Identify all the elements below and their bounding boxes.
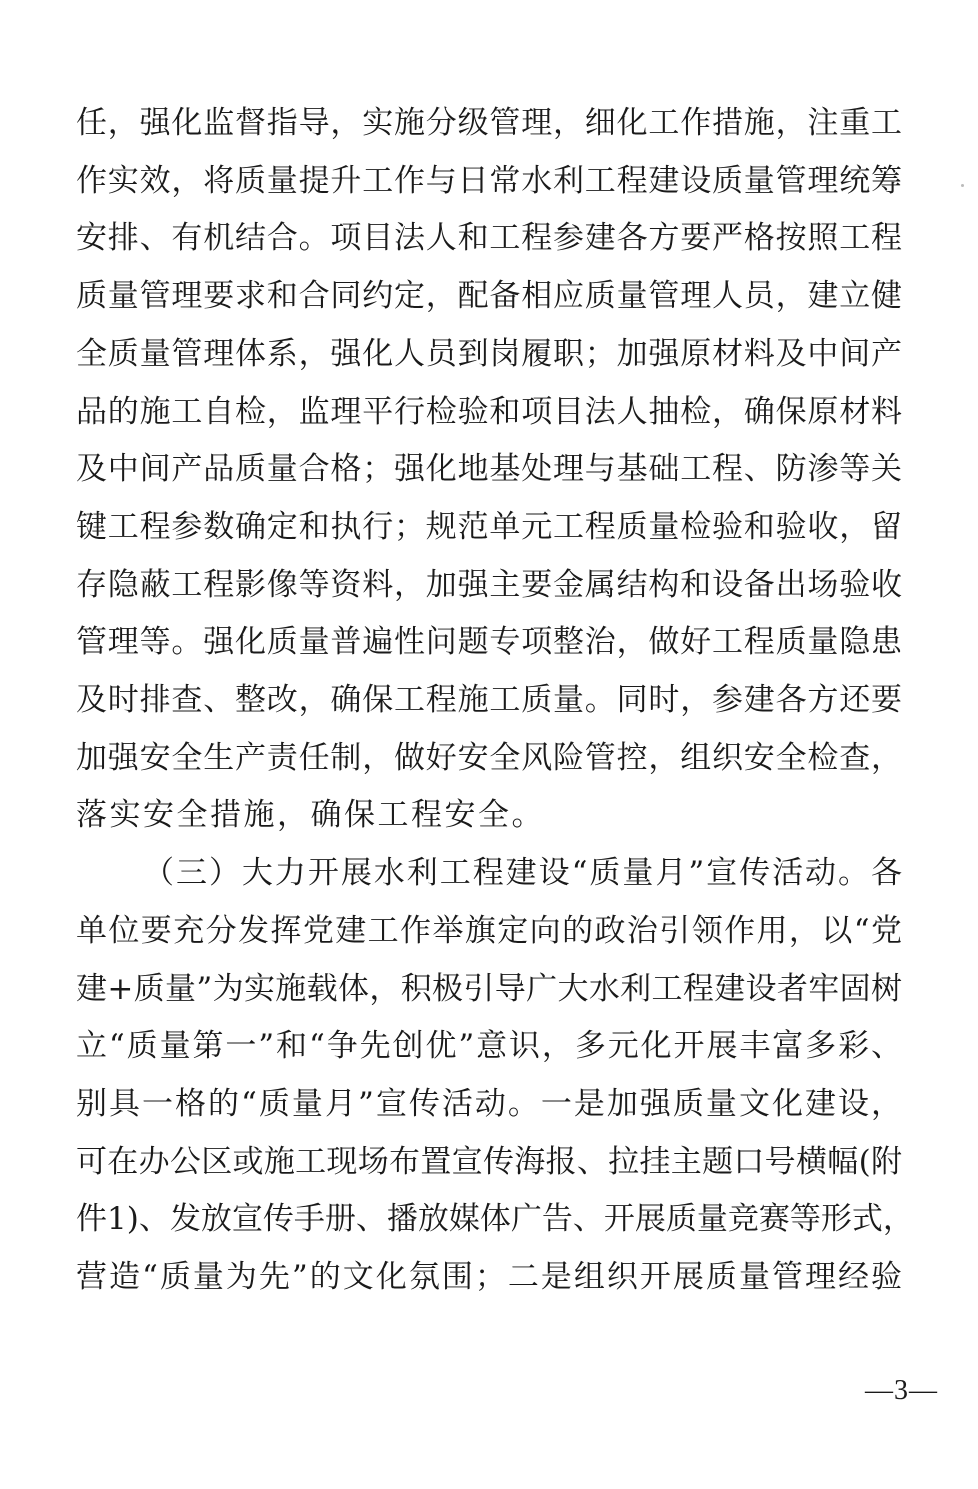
body-text-line: 安排、有机结合。项目法人和工程参建各方要严格按照工程 (76, 220, 902, 256)
body-text-line: 别具一格的“质量月”宣传活动。一是加强质量文化建设， (76, 1086, 902, 1122)
body-text-line: 落实安全措施，确保工程安全。 (76, 797, 545, 833)
body-text-line: 全质量管理体系，强化人员到岗履职；加强原材料及中间产 (76, 336, 902, 372)
body-text-line: 单位要充分发挥党建工作举旗定向的政治引领作用，以“党 (76, 913, 902, 949)
body-text-line: 任，强化监督指导，实施分级管理，细化工作措施，注重工 (76, 105, 902, 141)
body-text-line: 及中间产品质量合格；强化地基处理与基础工程、防渗等关 (76, 451, 902, 487)
body-text-line: 及时排查、整改，确保工程施工质量。同时，参建各方还要 (76, 682, 902, 718)
body-text-line: 存隐蔽工程影像等资料，加强主要金属结构和设备出场验收 (76, 567, 902, 603)
body-text-line: 营造“质量为先”的文化氛围；二是组织开展质量管理经验 (76, 1259, 902, 1295)
body-text-line: 键工程参数确定和执行；规范单元工程质量检验和验收，留 (76, 509, 902, 545)
body-text-line: 立“质量第一”和“争先创优”意识，多元化开展丰富多彩、 (76, 1028, 902, 1064)
page-number: —3— (865, 1375, 938, 1406)
body-text-line: 质量管理要求和合同约定，配备相应质量管理人员，建立健 (76, 278, 902, 314)
scan-speck (961, 184, 964, 187)
body-text-line: 件1)、发放宣传手册、播放媒体广告、开展质量竞赛等形式， (76, 1201, 914, 1237)
body-text-line: 管理等。强化质量普遍性问题专项整治，做好工程质量隐患 (76, 624, 902, 660)
section-heading-line: （三）大力开展水利工程建设“质量月”宣传活动。各 (143, 855, 902, 891)
body-text-line: 加强安全生产责任制，做好安全风险管控，组织安全检查， (76, 740, 902, 776)
body-text-line: 可在办公区或施工现场布置宣传海报、拉挂主题口号横幅(附 (76, 1144, 902, 1180)
body-text-line: 品的施工自检，监理平行检验和项目法人抽检，确保原材料 (76, 394, 902, 430)
body-text-line: 作实效，将质量提升工作与日常水利工程建设质量管理统筹 (76, 163, 902, 199)
body-text-line: 建+质量”为实施载体，积极引导广大水利工程建设者牢固树 (76, 971, 902, 1007)
